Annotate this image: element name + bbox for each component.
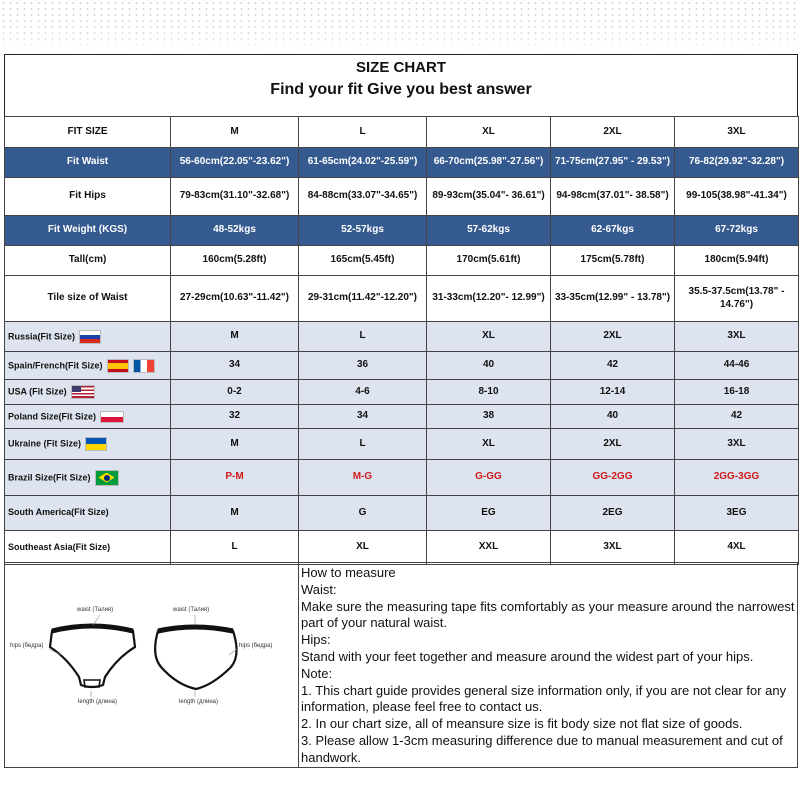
table-cell: 48-52kgs: [171, 216, 299, 246]
table-cell: 29-31cm(11.42"-12.20"): [299, 276, 427, 322]
southeast-asia-row: [5, 531, 799, 565]
row-label-cell: [5, 460, 171, 496]
table-cell: 67-72kgs: [675, 216, 799, 246]
note-1: 1. This chart guide provides general size information only, if you are not clear for any information, please feel free to contact us.: [301, 682, 787, 715]
row-label: Fit Waist: [5, 148, 171, 178]
table-cell: GG-2GG: [551, 460, 675, 496]
row-label: South America(Fit Size): [8, 507, 109, 518]
row-label: Brazil Size(Fit Size): [8, 471, 91, 482]
waist-label-left: waist (Талия): [77, 607, 114, 613]
table-cell: 27-29cm(10.63"-11.42"): [171, 276, 299, 322]
table-cell: 4XL: [675, 531, 799, 565]
table-cell: 2EG: [551, 496, 675, 531]
table-cell: 89-93cm(35.04"- 36.61"): [427, 178, 551, 216]
row-label: Ukraine (Fit Size): [8, 438, 82, 449]
table-cell: 34: [171, 352, 299, 380]
table-cell: 32: [171, 405, 299, 429]
table-cell: 62-67kgs: [551, 216, 675, 246]
row-label: Russia(Fit Size): [8, 330, 76, 341]
table-cell: 2XL: [551, 429, 675, 460]
table-cell: M: [171, 429, 299, 460]
banner-fade: [0, 0, 800, 54]
poland-row: [5, 405, 799, 429]
france-flag-icon: [133, 359, 155, 373]
underwear-diagram-icon: [5, 563, 298, 767]
table-cell: 71-75cm(27.95" - 29.53"): [551, 148, 675, 178]
row-label-cell: [5, 531, 171, 565]
table-cell: 0-2: [171, 380, 299, 405]
hips-label-right: hips (бедра): [239, 643, 273, 649]
table-cell: 52-57kgs: [299, 216, 427, 246]
spain-french-row: [5, 352, 799, 380]
poland-flag-icon: [100, 411, 124, 423]
how-to-measure-heading: How to measure: [301, 565, 396, 580]
column-header: 3XL: [675, 117, 799, 148]
table-cell: 66-70cm(25.98"-27.56"): [427, 148, 551, 178]
page-title: SIZE CHART: [356, 59, 446, 76]
table-cell: 36: [299, 352, 427, 380]
fit-waist-row: [5, 148, 799, 178]
table-cell: XL: [427, 322, 551, 352]
table-cell: XL: [299, 531, 427, 565]
column-header: L: [299, 117, 427, 148]
table-cell: 56-60cm(22.05"-23.62"): [171, 148, 299, 178]
usa-row: [5, 380, 799, 405]
table-cell: 79-83cm(31.10"-32.68"): [171, 178, 299, 216]
row-label: Poland Size(Fit Size): [8, 410, 97, 421]
brief-back-drawing: [155, 627, 236, 689]
table-cell: 33-35cm(12.99" - 13.78"): [551, 276, 675, 322]
table-cell: 175cm(5.78ft): [551, 246, 675, 276]
table-cell: 34: [299, 405, 427, 429]
table-cell: 40: [551, 405, 675, 429]
table-cell: 2GG-3GG: [675, 460, 799, 496]
row-label: Fit Hips: [5, 178, 171, 216]
page-subtitle: Find your fit Give you best answer: [270, 81, 532, 98]
ukraine-row: [5, 429, 799, 460]
table-cell: 12-14: [551, 380, 675, 405]
title-box: [4, 54, 798, 117]
row-label-cell: [5, 429, 171, 460]
measure-section: [4, 562, 798, 768]
table-cell: M: [171, 322, 299, 352]
hips-instructions: Stand with your feet together and measure around the widest part of your hips.: [301, 648, 754, 664]
table-cell: 2XL: [551, 322, 675, 352]
waist-instructions: Make sure the measuring tape fits comfortably as your measure around the narrowest part of your natural waist.: [301, 598, 795, 631]
row-label-cell: [5, 322, 171, 352]
fit-hips-row: [5, 178, 799, 216]
table-cell: 180cm(5.94ft): [675, 246, 799, 276]
table-cell: XL: [427, 429, 551, 460]
column-header: M: [171, 117, 299, 148]
ukraine-flag-icon: [85, 437, 107, 451]
table-cell: M: [171, 496, 299, 531]
brazil-flag-icon: [95, 470, 119, 486]
row-label: USA (Fit Size): [8, 386, 67, 397]
length-label-left: length (длина): [78, 699, 118, 705]
row-label-cell: [5, 380, 171, 405]
table-cell: 8-10: [427, 380, 551, 405]
table-cell: 4-6: [299, 380, 427, 405]
row-label-cell: [5, 405, 171, 429]
hips-label-left: hips (бедра): [10, 643, 44, 649]
table-cell: 3XL: [675, 429, 799, 460]
table-cell: 3EG: [675, 496, 799, 531]
measurement-diagram: [5, 563, 299, 767]
table-cell: G-GG: [427, 460, 551, 496]
table-cell: L: [299, 429, 427, 460]
table-cell: 31-33cm(12.20"- 12.99"): [427, 276, 551, 322]
table-cell: 61-65cm(24.02"-25.59"): [299, 148, 427, 178]
table-cell: M-G: [299, 460, 427, 496]
table-cell: 38: [427, 405, 551, 429]
spain-flag-icon: [107, 359, 129, 373]
row-label: Tall(cm): [5, 246, 171, 276]
table-cell: 76-82(29.92"-32.28"): [675, 148, 799, 178]
row-label: Tile size of Waist: [5, 276, 171, 322]
waist-label-right: waist (Талия): [173, 607, 210, 613]
table-cell: 3XL: [551, 531, 675, 565]
table-cell: 99-105(38.98"-41.34"): [675, 178, 799, 216]
hips-heading: Hips:: [301, 632, 331, 648]
table-cell: EG: [427, 496, 551, 531]
row-label-cell: [5, 352, 171, 380]
table-cell: 42: [551, 352, 675, 380]
table-cell: 16-18: [675, 380, 799, 405]
row-label: Spain/French(Fit Size): [8, 359, 103, 370]
table-cell: 44-46: [675, 352, 799, 380]
table-cell: 170cm(5.61ft): [427, 246, 551, 276]
table-cell: 40: [427, 352, 551, 380]
table-cell: 160cm(5.28ft): [171, 246, 299, 276]
table-cell: 165cm(5.45ft): [299, 246, 427, 276]
table-cell: L: [171, 531, 299, 565]
waist-heading: Waist:: [301, 581, 337, 597]
note-heading: Note:: [301, 665, 333, 681]
table-cell: 42: [675, 405, 799, 429]
column-header: FIT SIZE: [5, 117, 171, 148]
table-cell: G: [299, 496, 427, 531]
table-cell: 94-98cm(37.01"- 38.58"): [551, 178, 675, 216]
table-cell: P-M: [171, 460, 299, 496]
table-cell: 57-62kgs: [427, 216, 551, 246]
table-cell: 35.5-37.5cm(13.78" - 14.76"): [675, 276, 799, 322]
fit-weight-row: [5, 216, 799, 246]
column-header: XL: [427, 117, 551, 148]
table-cell: 84-88cm(33.07"-34.65"): [299, 178, 427, 216]
how-to-measure-text: [301, 565, 795, 767]
tall-row: [5, 246, 799, 276]
tile-waist-row: [5, 276, 799, 322]
row-label: Fit Weight (KGS): [5, 216, 171, 246]
table-cell: 3XL: [675, 322, 799, 352]
note-2: 2. In our chart size, all of meansure size is fit body size not flat size of goods.: [301, 716, 743, 732]
south-america-row: [5, 496, 799, 531]
header-row: [5, 117, 799, 148]
row-label-cell: [5, 496, 171, 531]
russia-row: [5, 322, 799, 352]
size-chart-table: [4, 116, 799, 565]
column-header: 2XL: [551, 117, 675, 148]
brief-front-drawing: [50, 626, 135, 687]
row-label: Southeast Asia(Fit Size): [8, 541, 111, 552]
length-label-right: length (длина): [179, 699, 219, 705]
table-cell: XXL: [427, 531, 551, 565]
russia-flag-icon: [79, 330, 101, 344]
brazil-row: [5, 460, 799, 496]
note-3: 3. Please allow 1-3cm measuring difference due to manual measurement and cut of handwork.: [301, 732, 783, 765]
usa-flag-icon: [71, 385, 95, 399]
table-cell: L: [299, 322, 427, 352]
